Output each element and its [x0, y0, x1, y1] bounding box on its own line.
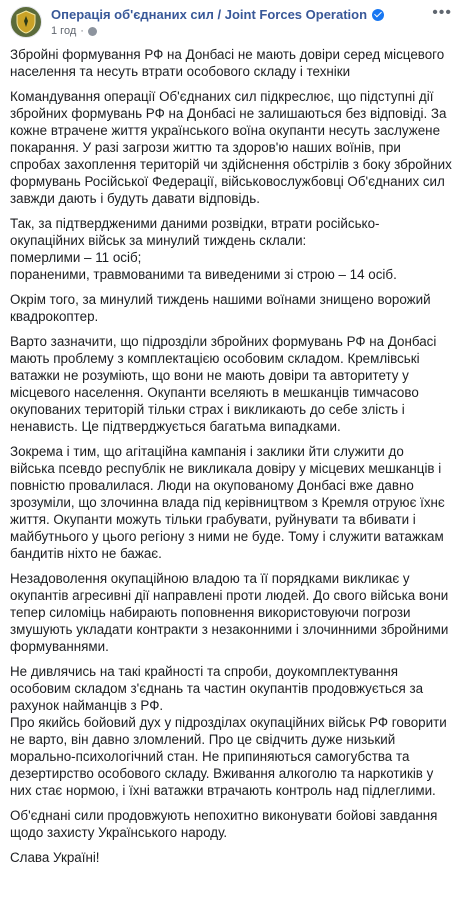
post-paragraph: Командування операції Об'єднаних сил підкреслює, що підступні дії збройних формувань РФ на Донбасі не залишаються без відповіді. За кожне втрачене життя українського воїна окупанти несуть заслужене покарання. У разі загрози життю та здоров'ю наших воїнів, при спробах захоплення територій чи здійснення обстрілів з боку збройних формувань Російської Федерації, військовослужбовці Об'єднаних сил завжди дають і будуть давати відповідь. — [10, 89, 452, 206]
post-timestamp[interactable]: 1 год — [51, 25, 77, 37]
post-paragraph: Слава Україні! — [10, 850, 100, 865]
globe-icon[interactable] — [88, 27, 97, 36]
post-paragraph: Збройні формування РФ на Донбасі не мають довіри серед місцевого населення та несуть втрати особового складу і техніки — [10, 47, 445, 79]
post-body — [0, 46, 462, 866]
post-paragraph: Об'єднані сили продовжують непохитно виконувати бойові завдання щодо захисту Українського народу. — [10, 808, 438, 840]
shield-emblem-icon — [13, 9, 39, 35]
post-meta — [51, 25, 97, 37]
post-paragraph: Не дивлячись на такі крайності та спроби, доукомплектування особовим складом з'єднань та частин окупантів продовжується за рахунок найманців з РФ. Про якийсь бойовий дух у підрозділах окупаційних військ РФ говорити не варто, він давно зломлений. Про це свідчить дуже низький морально-психологічний стан. Не припиняються самогубства та дезертирство особового складу. Вживання алкоголю та наркотиків у них стає нормою, і їхні ватажки втрачають контроль над підлеглими. — [10, 664, 447, 798]
page-name-link[interactable] — [51, 7, 384, 22]
post-paragraph: Варто зазначити, що підрозділи збройних формувань РФ на Донбасі мають проблему з комплектацією особовим складом. Кремлівські ватажки не розуміють, що вони не мають довіри та авторитету у місцевого населення. Окупанти вселяють в мешканців тимчасово окупованих територій тільки страх і викликають до себе злість і ненависть. Це підтверджується багатьма випадками. — [10, 334, 437, 434]
page-name-text[interactable]: Операція об'єднаних сил / Joint Forces Operation — [51, 7, 368, 22]
page-avatar[interactable] — [10, 6, 42, 38]
meta-separator: · — [80, 25, 84, 37]
post-paragraph: Незадоволення окупаційною владою та її порядками викликає у окупантів агресивні дії направлені проти людей. До свого війська вони тепер силоміць набирають поповнення використовуючи погрози змушують укладати контракти з незаконними і злочинними збройними формуваннями. — [10, 571, 449, 654]
more-options-icon[interactable]: ••• — [432, 4, 452, 21]
post-header — [0, 0, 462, 46]
post-paragraph: Так, за підтвердженими даними розвідки, втрати російсько-окупаційних військ за минулий тиждень склали: померлими – 11 осіб; пораненими, травмованими та виведеними зі строю – 14 осіб. — [10, 216, 397, 282]
post-paragraph: Окрім того, за минулий тиждень нашими воїнами знищено ворожий квадрокоптер. — [10, 292, 431, 324]
post-paragraph: Зокрема і тим, що агітаційна кампанія і заклики йти служити до війська псевдо республік не викликала довіру у місцевих мешканців і повністю провалилася. Люди на окупованому Донбасі вже давно зрозуміли, що злочинна влада під керівництвом з Кремля отруює їхнє життя. Окупанти можуть тільки грабувати, руйнувати та вбивати і майбутнього у цього регіону з ними не буде. Тому і служити ватажкам бандитів ніхто не бажає. — [10, 444, 445, 561]
verified-badge-icon — [372, 9, 384, 21]
